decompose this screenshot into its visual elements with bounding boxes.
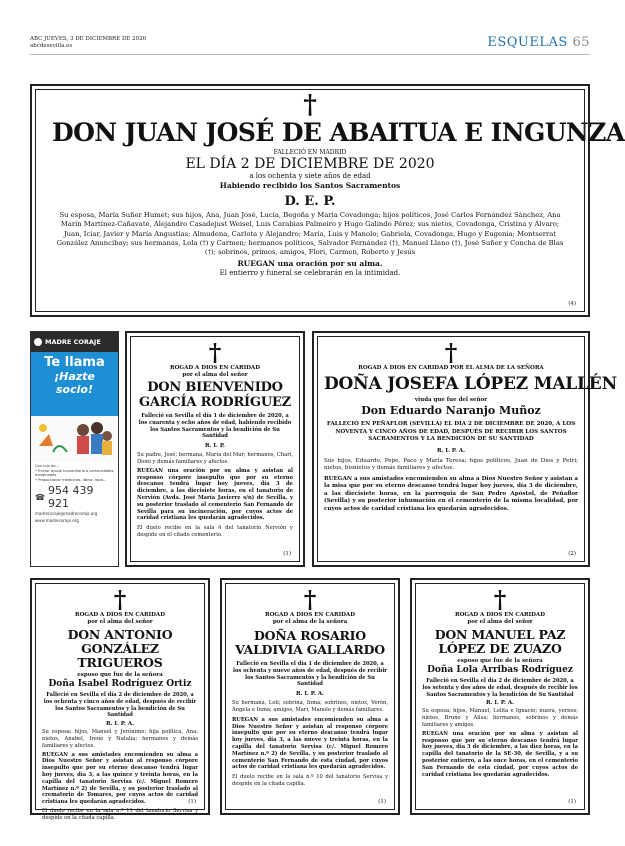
- intro: ROGAD A DIOS EN CARIDAD por el alma del señor: [75, 612, 165, 625]
- logo-icon: [34, 338, 42, 346]
- death-info: Falleció en Sevilla el día 1 de diciembre de 2020, a los cuarenta y ocho años de edad, habiendo recibido los Santos Sacramentos y la bendición de Su Santidad: [138, 413, 292, 440]
- rip: R. I. P.: [205, 443, 225, 450]
- phone-icon: ☎: [35, 492, 45, 502]
- notice-code: (1): [188, 799, 196, 805]
- prayer-request: RUEGAN una oración por su alma y asistan al responso que por su eterno descanso tendrá lugar hoy jueves, día 3 de diciembre, a las diez horas, en la capilla del tanatorio de la SE-30, de Sevilla, y a su posterior entierro, a las once horas, en el cementerio San Fernando de esta ciudad, por cuyos actos de caridad cristiana les quedarán agradecidos.: [422, 730, 578, 778]
- deceased-name: DOÑA ROSARIO VALDIVIA GALLARDO: [235, 628, 385, 657]
- notice-code: (1): [283, 551, 291, 557]
- sacraments: Habiendo recibido los Santos Sacramentos: [219, 181, 401, 190]
- ad-line2: ¡Hazte: [54, 370, 95, 383]
- obituary-josefa: [312, 331, 617, 567]
- kids-drawing-icon: [31, 416, 118, 462]
- ad-phone: 954 439 921: [47, 484, 94, 511]
- obituary-bienvenido: [125, 331, 305, 567]
- obituary-rosario: [220, 578, 400, 815]
- prayer-request: RUEGAN a sus amistades encomienden su alma a Dios Nuestro Señor y asistan a la misa que por su eterno descanso tendrá lugar hoy jueves, día 3 de diciembre, a las diecisiete horas, en la parroquia de San Pedro Apóstol, de Peñaflor (Sevilla) y su posterior inhumación en el cementerio de la misma localidad, por cuyos actos de caridad cristiana les quedarán agradecidos.: [324, 475, 578, 512]
- funeral-note: El entierro y funeral se celebrarán en la intimidad.: [219, 269, 401, 278]
- death-date: EL DÍA 2 DE DICIEMBRE DE 2020: [185, 156, 435, 172]
- ad-email[interactable]: madrecoraje@madrecoraje.org: [35, 511, 98, 517]
- chapel-info: El duelo recibe en la sala n.º 10 del tanatorio Servisa y despide en la citada capilla.: [232, 774, 388, 787]
- prayer-request: RUEGAN a sus amistades encomienden su alma a Dios Nuestro Señor y asistan al responso córpore insepulto que por su eterno descanso tendrá lugar hoy jueves, día 3, a las nueve y treinta horas, en la capilla del tanatorio Servisa (c/. Miguel Romero Martínez n.º 2) de Sevilla, y su posterior traslado al cementerio San Fernando de esta ciudad, por cuyos actos de caridad cristiana les quedarán agradecidos.: [232, 716, 388, 771]
- age: a los ochenta y siete años de edad: [249, 172, 371, 180]
- family-list: Su esposa, María Suñer Humet; sus hijos, Ana, Juan José, Lucía, Begoña y María Covadonga; hijos políticos, José Carlos Fernández Sánchez, Ana Marín Martínez-Cañavate, Alejandro Casadejust Weisel, Luis Carabias Palmeiro y Hugo Galindo Pérez; sus nietos, Covadonga, Cristina y Álvaro; Juan, Iciar, Javier y María Angustias; Almudena, Carlota y Alejandro; María, Luis y Manolo; Gabriela, Covadonga, Hugo y Eugenia; Montserrat González Anuncibay; sus hermanas, Lola (†) y Carmen; hermanos políticos, Salvador Fernández (†), Manuel Llano (†), José Suñer y Concha de Blas (†); sobrinos, primos, amigos, Flori, Carmen, Roberto y Jesús: [56, 211, 564, 257]
- cross-icon: †: [493, 585, 507, 614]
- ad-benefits: [31, 462, 118, 484]
- deceased-name: DON JUAN JOSÉ DE ABAITUA E INGUNZA: [52, 118, 625, 147]
- children-illustration: [31, 416, 118, 462]
- spouse-name: Doña Isabel Rodríguez Ortiz: [48, 679, 192, 689]
- prayer-request: RUEGAN una oración por su alma.: [237, 259, 383, 269]
- prayer-request: RUEGAN una oración por su alma y asistan al responso córpore insepulto que por su eterno descanso tendrá lugar hoy jueves, día 3 de diciembre, a las diecisiete horas, en el tanatorio de Nervión (Avda. José María Javierre s/n) de Sevilla, y su posterior traslado al cementerio San Fernando de Sevilla para su incineración, por cuyos actos de caridad cristiana les quedarán agradecidos.: [137, 467, 293, 522]
- rip: R. I. P. A.: [485, 700, 515, 707]
- section-title: ESQUELAS: [487, 35, 568, 50]
- ad-brand: MADRE CORAJE: [45, 338, 101, 346]
- ad-small-3: • Proporcionar medicinas, libros, ropa...: [35, 477, 107, 482]
- family-list: Sus hijos, Eduardo, Pepe, Paco y María Teresa; hijos políticos, Juan de Dios y Petri; nietos, bisnietos y demás familiares y afectos.: [324, 457, 578, 472]
- ad-web[interactable]: www.madrecoraje.org: [35, 518, 79, 524]
- rip: R. I. P. A.: [295, 691, 325, 698]
- prayer-request: RUEGAN a sus amistades encomienden su alma a Dios Nuestro Señor y asistan al responso córpore insepulto que por su eterno descanso tendrá lugar hoy jueves, día 3, a las quince y treinta horas, en la capilla del tanatorio Servisa (c/. Miguel Romero Martínez n.º 2) de Sevilla, y su posterior traslado al crematorio de Tomares, por cuyos actos de caridad cristiana les quedarán agradecidos.: [42, 751, 198, 806]
- notice-code: (4): [568, 301, 576, 307]
- cross-icon: †: [444, 338, 458, 367]
- spouse-intro: esposo que fue de la señora: [457, 658, 543, 664]
- death-info: Falleció en Sevilla el día 2 de diciembre de 2020, a los setenta y dos años de edad, después de recibir los Santos Sacramentos y la bendición de Su Santidad: [422, 678, 578, 698]
- widow-of: viuda que fue del señor: [414, 397, 488, 404]
- madre-coraje-ad: [30, 331, 119, 567]
- family-list: Su esposa; hijos, Manuel y Jerónimo; hija política, Ana; nietos, Anabel, Irene y Natalia; hermanos y demás familiares y afectos.: [42, 729, 198, 749]
- cross-icon: †: [303, 585, 317, 614]
- rip: R. I. P. A.: [436, 447, 466, 454]
- death-info: Falleció en Sevilla el día 2 de diciembre de 2020, a los ochenta y cinco años de edad, después de recibir los Santos Sacramentos y la bendición de Su Santidad: [43, 692, 197, 719]
- ad-small-1: Con tu/s de...: [35, 464, 59, 468]
- family-list: Su esposa; hijos, Manuel, Lolita e Ignacio; nuera, yernos; nietos, Bruno y Alisa; hermanos, sobrinos y demás familiares y amigos.: [422, 708, 578, 728]
- obituary-antonio: [30, 578, 210, 821]
- ad-phone-row[interactable]: [31, 484, 118, 510]
- death-place: FALLECIÓ EN MADRID: [273, 149, 347, 156]
- cross-icon: †: [113, 585, 127, 614]
- header-date: ABC JUEVES, 3 DE DICIEMBRE DE 2020: [30, 36, 147, 42]
- main-obituary: [30, 84, 625, 317]
- notice-code: (1): [378, 799, 386, 805]
- ad-line1: Te llama: [44, 355, 105, 370]
- header-rule: [30, 54, 590, 55]
- death-info: FALLECIÓ EN PEÑAFLOR (SEVILLA) EL DÍA 2 DE DICIEMBRE DE 2020, A LOS NOVENTA Y CINCO AÑOS DE EDAD, DESPUÉS DE RECIBIR LOS SANTOS SACRAMENTOS Y LA BENDICIÓN DE SU SANTIDAD: [326, 421, 576, 443]
- intro: ROGAD A DIOS EN CARIDAD por el alma de la señora: [265, 612, 355, 625]
- chapel-info: El duelo recibe en la sala 4 del tanatorio Nervión y despide en el citado cementerio.: [137, 525, 293, 539]
- page-number: 65: [572, 35, 590, 50]
- obituary-manuel: [410, 578, 590, 815]
- dep: D. E. P.: [284, 194, 336, 209]
- ad-line3: socio!: [56, 383, 93, 396]
- notice-code: (1): [568, 799, 576, 805]
- cross-icon: †: [208, 338, 222, 367]
- spouse-name: Don Eduardo Naranjo Muñoz: [361, 404, 541, 418]
- deceased-name: DOÑA JOSEFA LÓPEZ MALLÉN: [324, 374, 617, 394]
- deceased-name: DON MANUEL PAZ LÓPEZ DE ZUAZO: [434, 627, 566, 656]
- notice-code: (2): [568, 551, 576, 557]
- intro: ROGAD A DIOS EN CARIDAD por el alma del señor: [455, 612, 545, 625]
- ad-headline: [31, 352, 118, 416]
- rip: R. I. P. A.: [105, 721, 135, 728]
- deceased-name: DON BIENVENIDO GARCÍA RODRÍGUEZ: [139, 380, 291, 410]
- intro: ROGAD A DIOS EN CARIDAD por el alma del señor: [170, 365, 260, 378]
- spouse-intro: esposo que fue de la señora: [77, 672, 163, 678]
- deceased-name: DON ANTONIO GONZÁLEZ TRIGUEROS: [67, 627, 173, 670]
- intro: ROGAD A DIOS EN CARIDAD POR EL ALMA DE LA SEÑORA: [358, 365, 544, 371]
- header-site: abcdesevilla.es: [30, 43, 73, 49]
- ad-brand-bar: [31, 332, 118, 352]
- family-list: Su hermana, Loli; sobrina, Inma; sobrinos, nietos, Verón, Ángela e Inma; amigos, Mari, Manolo y demás familiares.: [232, 700, 388, 713]
- header-dateline: [30, 36, 146, 50]
- spouse-name: Doña Lola Arribas Rodríguez: [427, 665, 573, 675]
- death-info: Falleció en Sevilla el día 1 de diciembre de 2020, a los ochenta y nueve años de edad, después de recibir los Santos Sacramentos y la bendición de Su Santidad: [232, 661, 388, 688]
- chapel-info: El duelo recibe en la sala n.º 11 del tanatorio Servisa y despide en la citada capilla.: [42, 807, 198, 821]
- cross-icon: †: [303, 90, 317, 120]
- ad-small-2: • Enviar ayuda humanitaria a comunidades marginadas.: [35, 468, 114, 478]
- family-list: Su padre, José; hermana, María del Mar; hermanos, Chari, Dioni y demás familiares y afectos.: [137, 452, 293, 466]
- section-header: [487, 35, 590, 50]
